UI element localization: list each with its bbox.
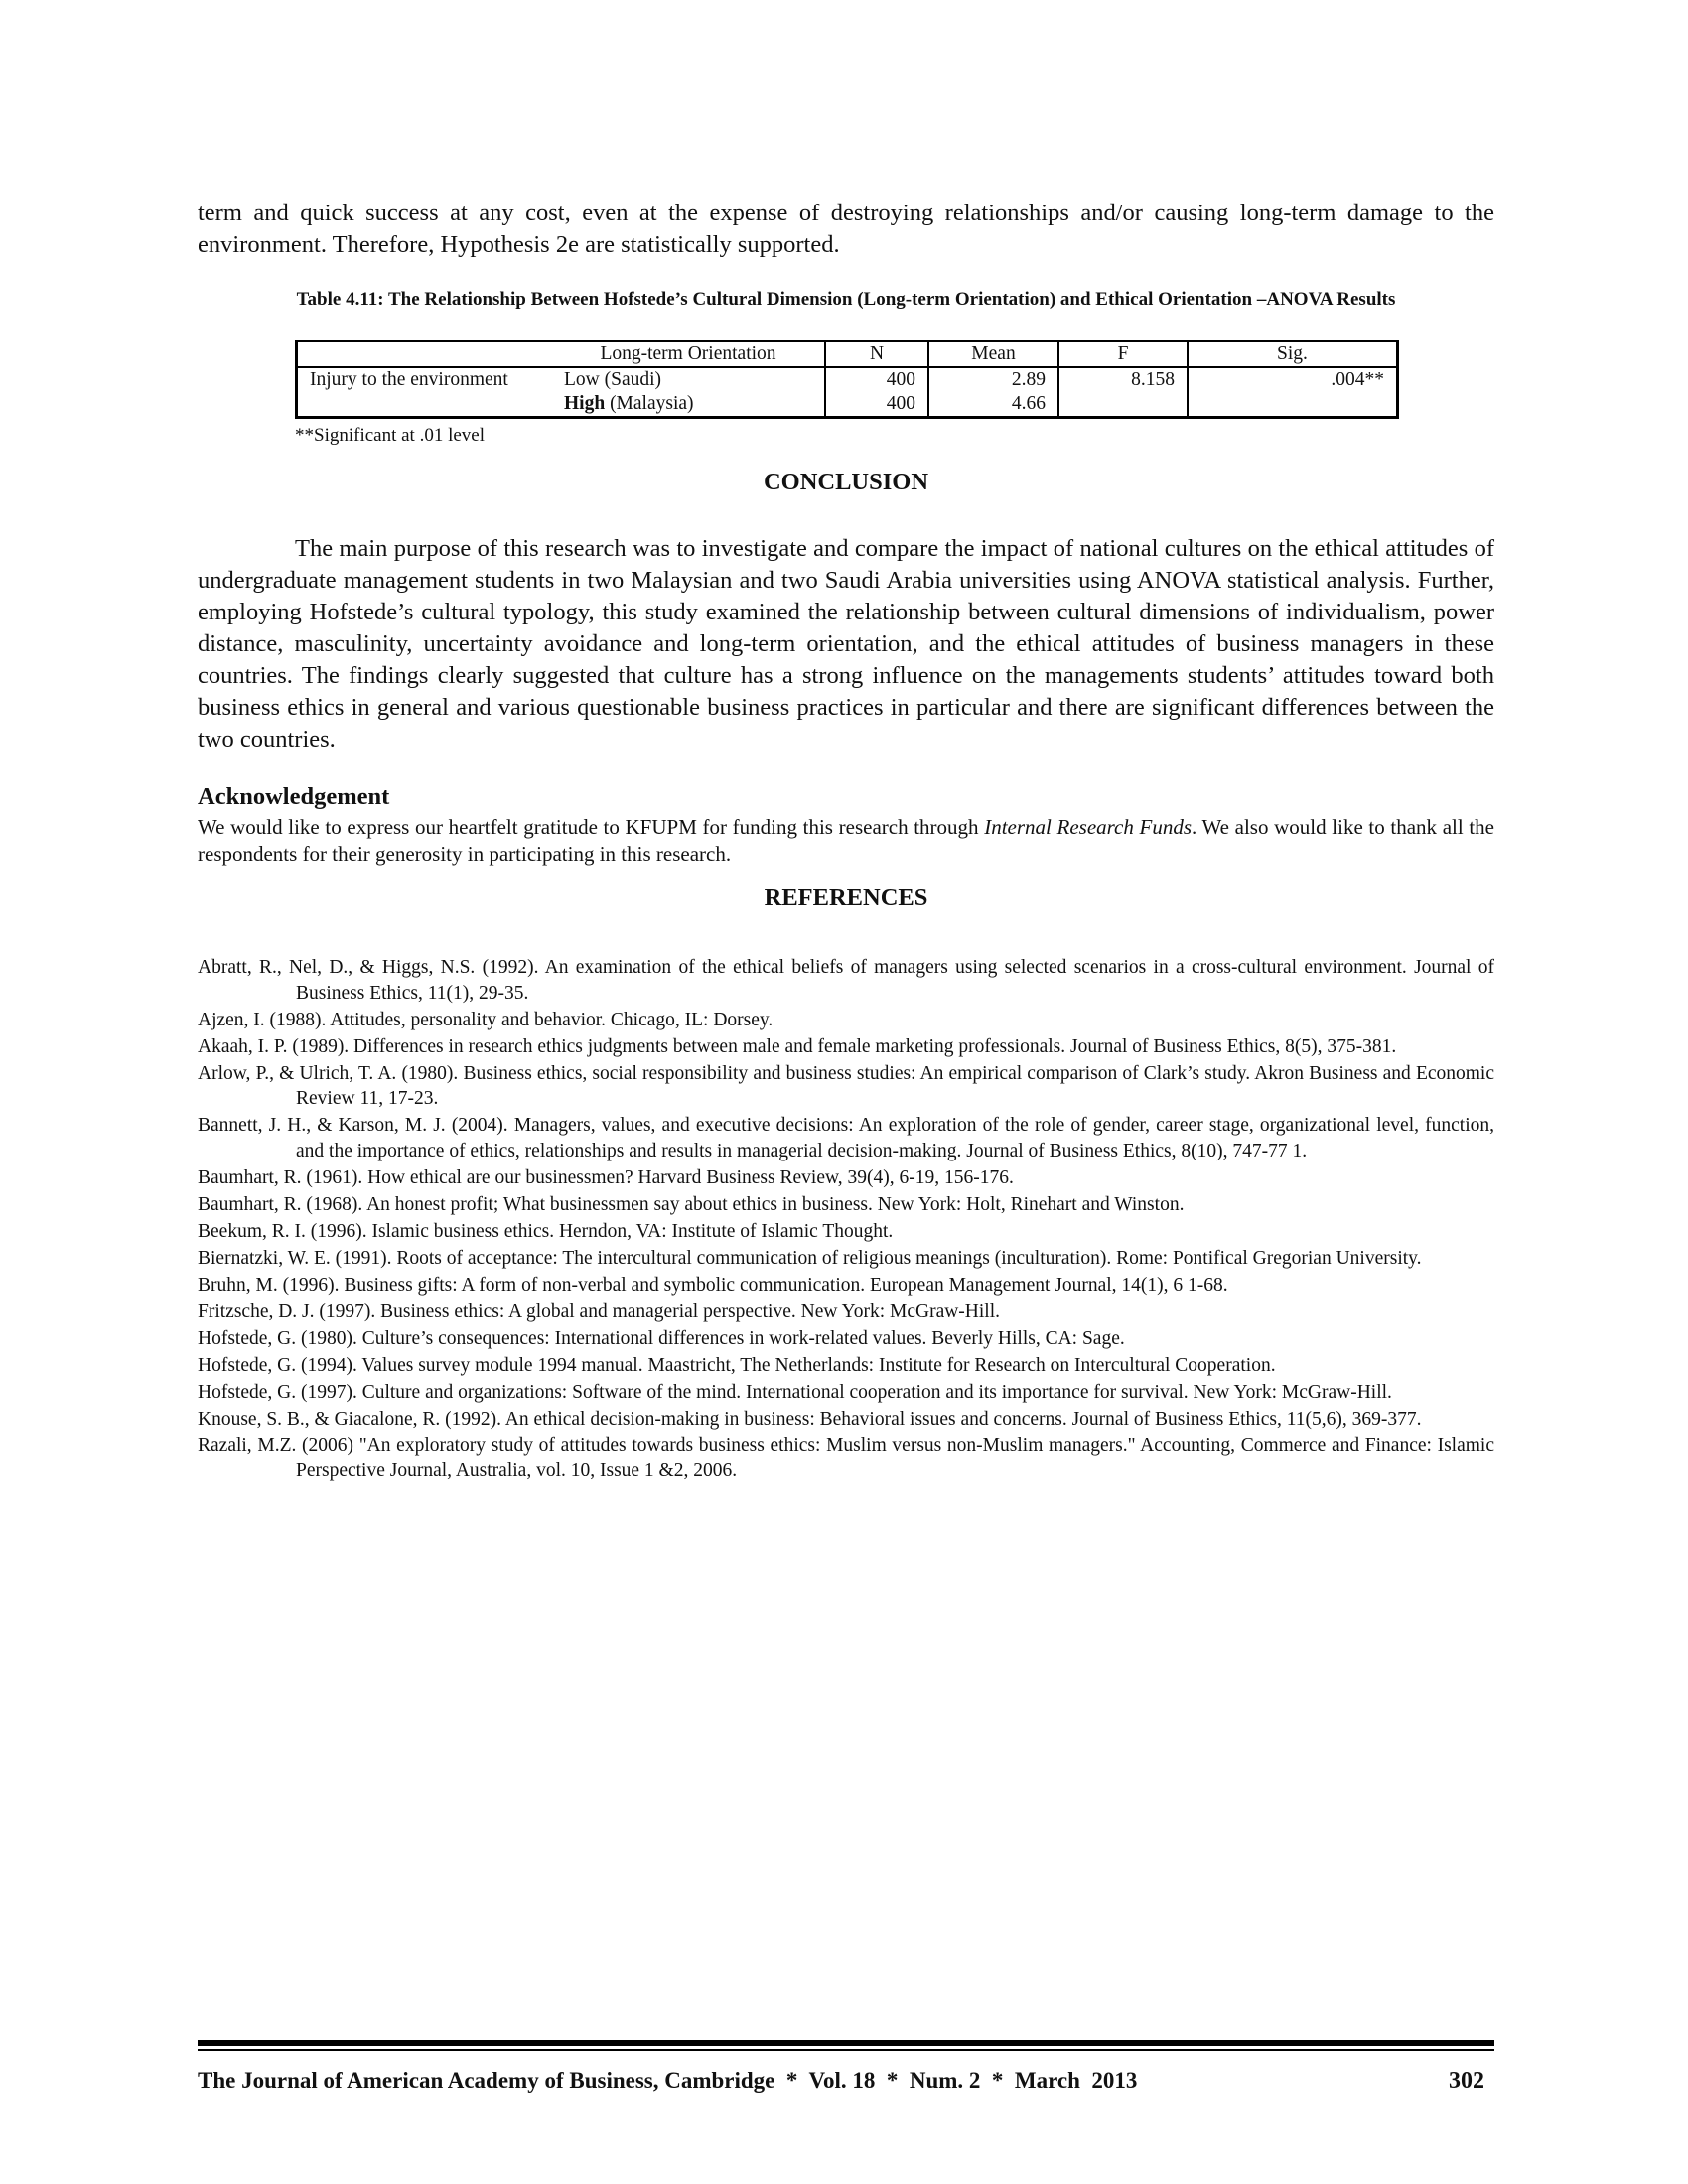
- table-cell-orientation: Low (Saudi): [564, 369, 662, 390]
- table-header-row: [297, 341, 1398, 368]
- reference-item: Hofstede, G. (1994). Values survey module 1994 manual. Maastricht, The Netherlands: Institute for Research on Intercultural Cooperation.: [198, 1354, 1276, 1376]
- table-cell-mean: 2.89: [928, 367, 1058, 392]
- reference-item: Biernatzki, W. E. (1991). Roots of acceptance: The intercultural communication of religious meanings (inculturation). Rome: Pontifical Gregorian University.: [198, 1247, 1422, 1269]
- reference-item: Hofstede, G. (1997). Culture and organizations: Software of the mind. International cooperation and its importance for survival. New York: McGraw-Hill.: [198, 1381, 1392, 1403]
- table-cell-sig: [1188, 392, 1398, 418]
- table-cell-f: [1058, 392, 1188, 418]
- reference-item: Knouse, S. B., & Giacalone, R. (1992). An ethical decision-making in business: Behavioral issues and concerns. Journal of Business Ethics, 11(5,6), 369-377.: [198, 1408, 1422, 1430]
- table-cell-orientation: High (Malaysia): [564, 393, 694, 414]
- reference-item: Beekum, R. I. (1996). Islamic business ethics. Herndon, VA: Institute of Islamic Thought.: [198, 1220, 894, 1242]
- table-header-cell: [297, 341, 553, 368]
- reference-item: Bannett, J. H., & Karson, M. J. (2004). Managers, values, and executive decisions: An exploration of the role of gender, career stage, organizational level, function, and the importance of ethics, relationships and results in managerial decision-making. Journal of Business Ethics, 8(10), 747-77 1.: [198, 1115, 1494, 1161]
- reference-item: Abratt, R., Nel, D., & Higgs, N.S. (1992). An examination of the ethical beliefs of managers using selected scenarios in a cross-cultural environment. Journal of Business Ethics, 11(1), 29-35.: [198, 957, 1494, 1004]
- acknowledgement-paragraph: We would like to express our heartfelt gratitude to KFUPM for funding this research through Internal Research Funds. We also would like to thank all the respondents for their generosity in participating in this research.: [198, 815, 1494, 866]
- table-cell-n: 400: [825, 367, 928, 392]
- table-header-cell: F: [1058, 341, 1188, 368]
- intro-paragraph: term and quick success at any cost, even at the expense of destroying relationships and/or causing long-term damage to the environment. Therefore, Hypothesis 2e are statistically supported.: [198, 200, 1494, 258]
- table-cell-n: 400: [825, 392, 928, 418]
- references-heading: REFERENCES: [764, 885, 928, 911]
- reference-item: Baumhart, R. (1968). An honest profit; What businessmen say about ethics in business. New York: Holt, Rinehart and Winston.: [198, 1193, 1185, 1215]
- reference-item: Razali, M.Z. (2006) "An exploratory study of attitudes towards business ethics: Muslim versus non-Muslim managers." Accounting, Commerce and Finance: Islamic Perspective Journal, Australia, vol. 10, Issue 1 &2, 2006.: [198, 1434, 1494, 1481]
- table-header-cell: Long-term Orientation: [552, 341, 825, 368]
- reference-list: [198, 955, 1494, 1485]
- reference-item: Arlow, P., & Ulrich, T. A. (1980). Business ethics, social responsibility and business studies: An empirical comparison of Clark’s study. Akron Business and Economic Review 11, 17-23.: [198, 1062, 1494, 1109]
- footer-rule-thin: [198, 2049, 1494, 2051]
- reference-item: Baumhart, R. (1961). How ethical are our businessmen? Harvard Business Review, 39(4), 6-19, 156-176.: [198, 1166, 1014, 1188]
- reference-item: Ajzen, I. (1988). Attitudes, personality and behavior. Chicago, IL: Dorsey.: [198, 1009, 774, 1030]
- table-header-cell: N: [825, 341, 928, 368]
- table-cell-label: Injury to the environment: [310, 369, 508, 390]
- journal-citation: The Journal of American Academy of Business, Cambridge * Vol. 18 * Num. 2 * March 2013: [198, 2068, 1138, 2093]
- table-cell-mean: 4.66: [928, 392, 1058, 418]
- acknowledgement-heading: Acknowledgement: [198, 783, 390, 810]
- table-caption: Table 4.11: The Relationship Between Hofstede’s Cultural Dimension (Long-term Orientation) and Ethical Orientation –ANOVA Results: [296, 289, 1396, 310]
- anova-table: [295, 340, 1399, 419]
- reference-item: Bruhn, M. (1996). Business gifts: A form of non-verbal and symbolic communication. European Management Journal, 14(1), 6 1-68.: [198, 1274, 1228, 1296]
- conclusion-heading: CONCLUSION: [763, 469, 929, 495]
- page-number: 302: [1449, 2068, 1484, 2094]
- table-header-cell: Mean: [928, 341, 1058, 368]
- reference-item: Akaah, I. P. (1989). Differences in research ethics judgments between male and female marketing professionals. Journal of Business Ethics, 8(5), 375-381.: [198, 1035, 1397, 1057]
- reference-item: Fritzsche, D. J. (1997). Business ethics: A global and managerial perspective. New York: McGraw-Hill.: [198, 1300, 1001, 1322]
- conclusion-paragraph: The main purpose of this research was to investigate and compare the impact of national cultures on the ethical attitudes of undergraduate management students in two Malaysian and two Saudi Arabia universities using ANOVA statistical analysis. Further, employing Hofstede’s cultural typology, this study examined the relationship between cultural dimensions of individualism, power distance, masculinity, uncertainty avoidance and long-term orientation, and the ethical attitudes of business managers in these countries. The findings clearly suggested that culture has a strong influence on the managements students’ attitudes toward both business ethics in general and various questionable business practices in particular and there are significant differences between the two countries.: [198, 535, 1494, 752]
- page-footer: [198, 2068, 1494, 2094]
- table-row: [297, 392, 1398, 418]
- table-cell-sig: .004**: [1188, 367, 1398, 392]
- table-row: [297, 367, 1398, 392]
- table-header-cell: Sig.: [1188, 341, 1398, 368]
- table-cell-f: 8.158: [1058, 367, 1188, 392]
- table-cell-label: [297, 392, 553, 418]
- footer-rule-thick: [198, 2040, 1494, 2046]
- table-footnote: **Significant at .01 level: [295, 425, 486, 446]
- reference-item: Hofstede, G. (1980). Culture’s consequences: International differences in work-related values. Beverly Hills, CA: Sage.: [198, 1327, 1125, 1349]
